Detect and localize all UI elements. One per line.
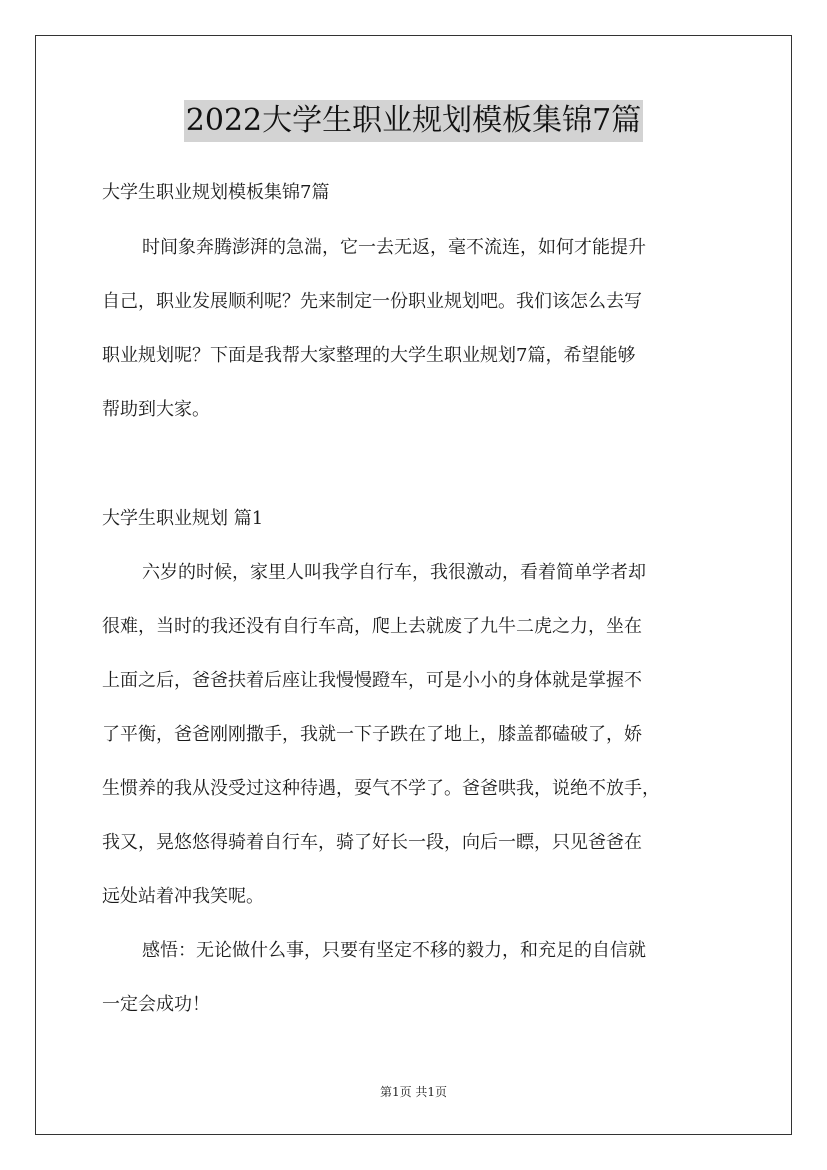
- body-line: 六岁的时候，家里人叫我学自行车，我很激动，看着简单学者却: [142, 562, 646, 583]
- insight-line: 一定会成功！: [102, 994, 210, 1015]
- body-line: 远处站着冲我笑呢。: [102, 886, 264, 907]
- section-heading: 大学生职业规划 篇1: [102, 508, 264, 529]
- body-line: 了平衡，爸爸刚刚撒手，我就一下子跌在了地上，膝盖都磕破了，娇: [102, 724, 642, 745]
- page-number-footer: 第1页 共1页: [379, 1085, 448, 1099]
- insight-line: 感悟：无论做什么事，只要有坚定不移的毅力，和充足的自信就: [142, 940, 646, 961]
- body-line: 我又，晃悠悠得骑着自行车，骑了好长一段，向后一瞟，只见爸爸在: [102, 832, 642, 853]
- intro-line: 时间象奔腾澎湃的急湍，它一去无返，毫不流连，如何才能提升: [142, 237, 646, 258]
- document-title: 2022大学生职业规划模板集锦7篇: [184, 100, 643, 142]
- title-container: [0, 100, 827, 142]
- intro-line: 自己，职业发展顺利呢？先来制定一份职业规划吧。我们该怎么去写: [102, 291, 642, 312]
- body-line: 上面之后，爸爸扶着后座让我慢慢蹬车，可是小小的身体就是掌握不: [102, 670, 642, 691]
- intro-line: 职业规划呢？下面是我帮大家整理的大学生职业规划7篇，希望能够: [102, 345, 636, 366]
- intro-line: 帮助到大家。: [102, 399, 210, 420]
- document-subtitle: 大学生职业规划模板集锦7篇: [102, 182, 330, 203]
- body-line: 生惯养的我从没受过这种待遇，耍气不学了。爸爸哄我，说绝不放手，: [102, 778, 660, 799]
- body-line: 很难，当时的我还没有自行车高，爬上去就废了九牛二虎之力，坐在: [102, 616, 642, 637]
